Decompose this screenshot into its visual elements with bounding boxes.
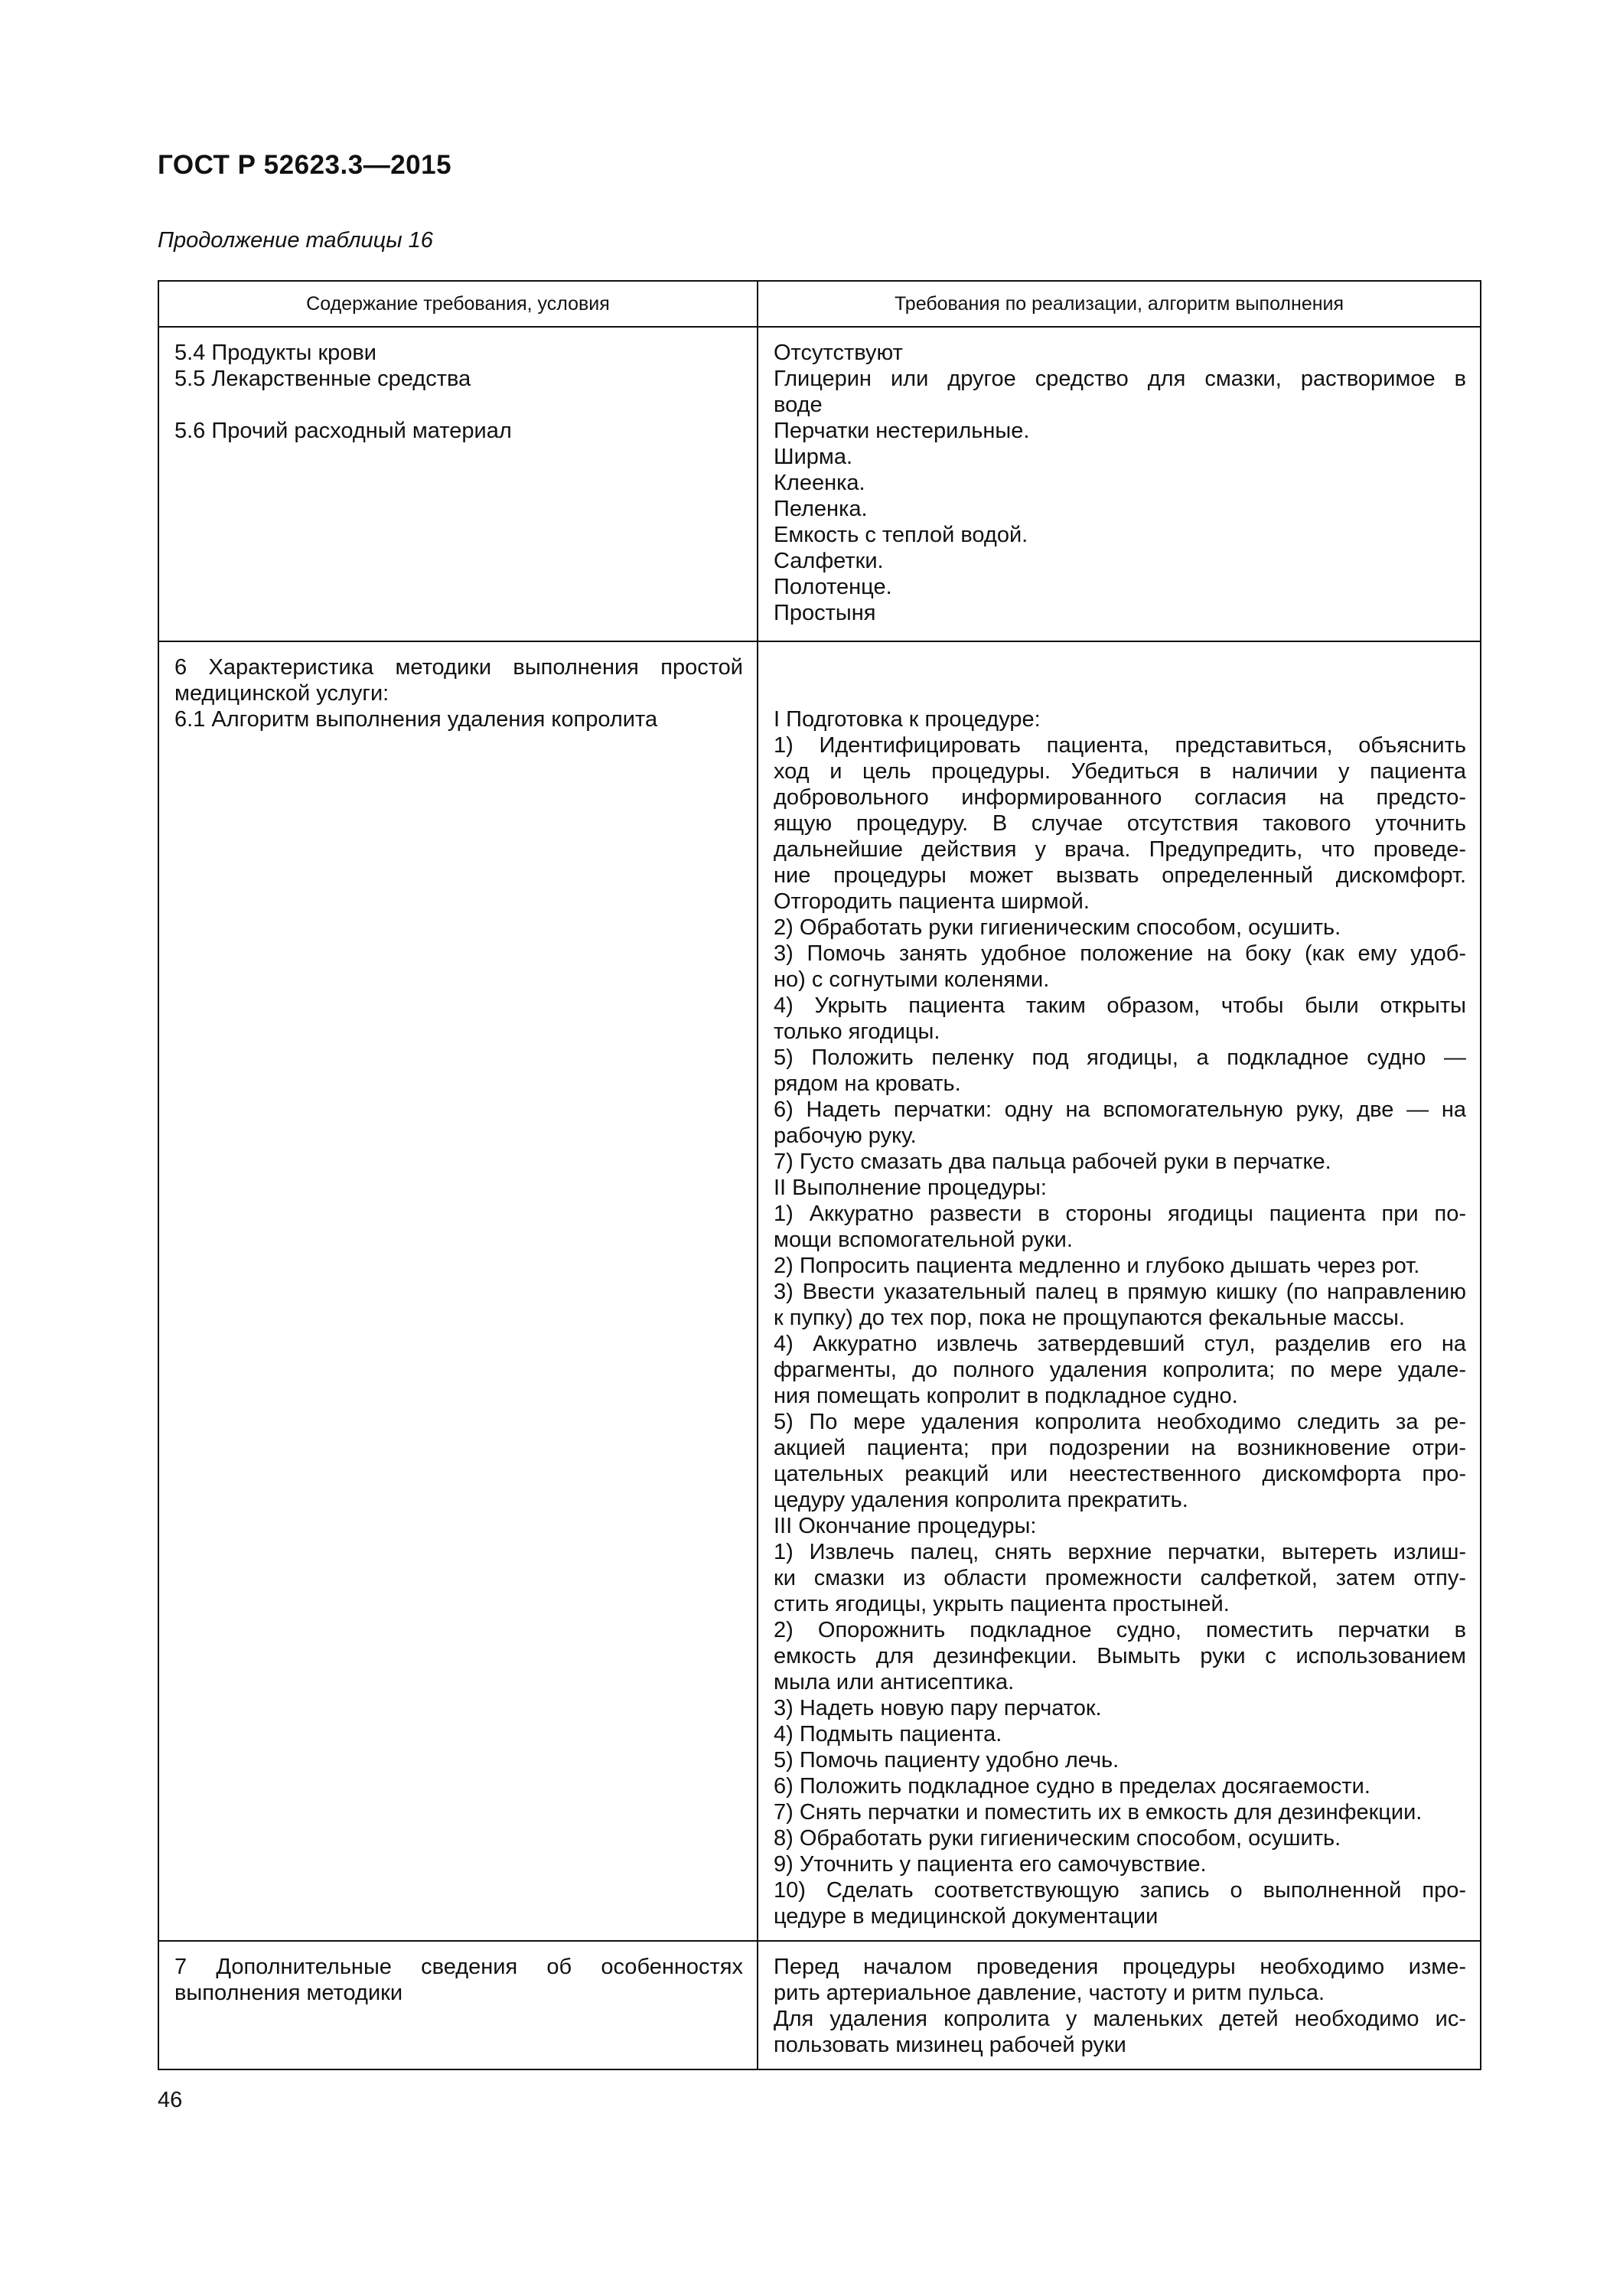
text-line: добровольного информированного согласия на предсто- [774,785,1466,810]
text-line: Для удаления копролита у маленьких детей необходимо ис- [774,2007,1466,2031]
text-line [174,392,743,418]
text-line [774,654,1466,680]
text-line: медицинской услуги: [174,681,389,706]
text-line: 1) Аккуратно развести в стороны ягодицы пациента при по- [774,1202,1466,1226]
text-line: емкость для дезинфекции. Вымыть руки с использованием [774,1644,1466,1668]
document-id: ГОСТ Р 52623.3—2015 [158,150,452,180]
text-line: цедуре в медицинской документации [774,1904,1159,1929]
text-line: ние процедуры может вызвать определенный дискомфорт. [774,863,1466,888]
page-number: 46 [158,2088,183,2112]
text-line: Салфетки. [774,549,884,573]
text-line: I Подготовка к процедуре: [774,707,1041,732]
text-line: Отгородить пациента ширмой. [774,889,1090,914]
text-line: Глицерин или другое средство для смазки, растворимое в [774,367,1466,391]
text-line: акцией пациента; при подозрении на возникновение отри- [774,1436,1466,1460]
text-line: 7) Снять перчатки и поместить их в емкость для дезинфекции. [774,1800,1423,1825]
text-line: пользовать мизинец рабочей руки [774,2033,1126,2057]
text-line: цедуру удаления копролита прекратить. [774,1488,1188,1512]
text-line: 1) Извлечь палец, снять верхние перчатки, вытереть излиш- [774,1540,1466,1564]
text-line: 5) Положить пеленку под ягодицы, а подкладное судно — [774,1045,1466,1070]
text-line: 6) Надеть перчатки: одну на вспомогательную руку, две — на [774,1097,1466,1122]
column-header-requirement: Содержание требования, условия [159,282,758,326]
text-line: 7) Густо смазать два пальца рабочей руки в перчатке. [774,1150,1331,1174]
text-line: 8) Обработать руки гигиеническим способом, осушить. [774,1826,1341,1851]
text-line: 2) Попросить пациента медленно и глубоко дышать через рот. [774,1254,1420,1278]
text-line: Отсутствуют [774,341,903,365]
text-line: II Выполнение процедуры: [774,1176,1047,1200]
text-line: 4) Подмыть пациента. [774,1722,1002,1746]
text-line [774,680,1466,706]
table-row [159,1940,1480,2069]
text-line: выполнения методики [174,1981,403,2005]
text-line: 7 Дополнительные сведения об особенностях [174,1955,743,1979]
text-line: ящую процедуру. В случае отсутствия такового уточнить [774,811,1466,836]
text-line: мощи вспомогательной руки. [774,1228,1073,1252]
text-line: 5.5 Лекарственные средства [174,367,471,391]
requirements-table [158,280,1481,2070]
text-line: 4) Укрыть пациента таким образом, чтобы были открыты [774,993,1466,1018]
text-line: Перчатки нестерильные. [774,419,1030,443]
text-line: рядом на кровать. [774,1071,961,1096]
text-line: 5.6 Прочий расходный материал [174,419,512,443]
text-line: воде [774,393,823,417]
text-line: III Окончание процедуры: [774,1514,1037,1538]
text-line: ки смазки из области промежности салфеткой, затем отпу- [774,1566,1466,1590]
text-line: к пупку) до тех пор, пока не прощупаются фекальные массы. [774,1306,1405,1330]
table-header-row [159,282,1480,326]
text-line: Ширма. [774,445,853,469]
text-line: 6) Положить подкладное судно в пределах досягаемости. [774,1774,1370,1799]
text-line: 3) Помочь занять удобное положение на боку (как ему удоб- [774,941,1466,966]
text-line: Пеленка. [774,497,868,521]
text-line: дальнейшие действия у врача. Предупредить, что проведе- [774,837,1466,862]
text-line: цательных реакций или неестественного дискомфорта про- [774,1462,1466,1486]
text-line: 1) Идентифицировать пациента, представиться, объяснить [774,733,1466,758]
text-line: только ягодицы. [774,1019,940,1044]
text-line: ния помещать копролит в подкладное судно. [774,1384,1238,1408]
requirement-cell [159,1942,758,2069]
text-line: Перед началом проведения процедуры необходимо изме- [774,1955,1466,1979]
text-line: 9) Уточнить у пациента его самочувствие. [774,1852,1207,1877]
implementation-cell [758,328,1480,641]
text-line: 5) По мере удаления копролита необходимо следить за ре- [774,1410,1466,1434]
text-line: Полотенце. [774,575,892,599]
text-line: 2) Обработать руки гигиеническим способом, осушить. [774,915,1341,940]
text-line: 6.1 Алгоритм выполнения удаления копролита [174,707,658,732]
table-caption: Продолжение таблицы 16 [158,228,433,253]
text-line: мыла или антисептика. [774,1670,1015,1694]
text-line: стить ягодицы, укрыть пациента простыней. [774,1592,1230,1616]
table-row [159,326,1480,641]
table-row [159,641,1480,1940]
text-line: 6 Характеристика методики выполнения простой [174,655,743,680]
text-line: 4) Аккуратно извлечь затвердевший стул, разделив его на [774,1332,1466,1356]
text-line: Емкость с теплой водой. [774,523,1028,547]
text-line: 3) Ввести указательный палец в прямую кишку (по направлению [774,1280,1466,1304]
text-line: 10) Сделать соответствующую запись о выполненной про- [774,1878,1466,1903]
text-line: рабочую руку. [774,1124,917,1148]
column-header-implementation: Требования по реализации, алгоритм выполнения [894,293,1344,315]
text-line: но) с согнутыми коленями. [774,967,1050,992]
text-line: Клеенка. [774,471,865,495]
text-line: ход и цель процедуры. Убедиться в наличии у пациента [774,759,1466,784]
requirement-cell [159,642,758,1940]
implementation-cell [758,1942,1480,2069]
text-line: 5.4 Продукты крови [174,341,377,365]
text-line: 2) Опорожнить подкладное судно, поместить перчатки в [774,1618,1466,1642]
implementation-cell [758,642,1480,1940]
text-line: Простыня [774,601,876,625]
text-line: фрагменты, до полного удаления копролита; по мере удале- [774,1358,1466,1382]
requirement-cell [159,328,758,641]
text-line: рить артериальное давление, частоту и ритм пульса. [774,1981,1325,2005]
text-line: 3) Надеть новую пару перчаток. [774,1696,1102,1720]
text-line: 5) Помочь пациенту удобно лечь. [774,1748,1119,1773]
